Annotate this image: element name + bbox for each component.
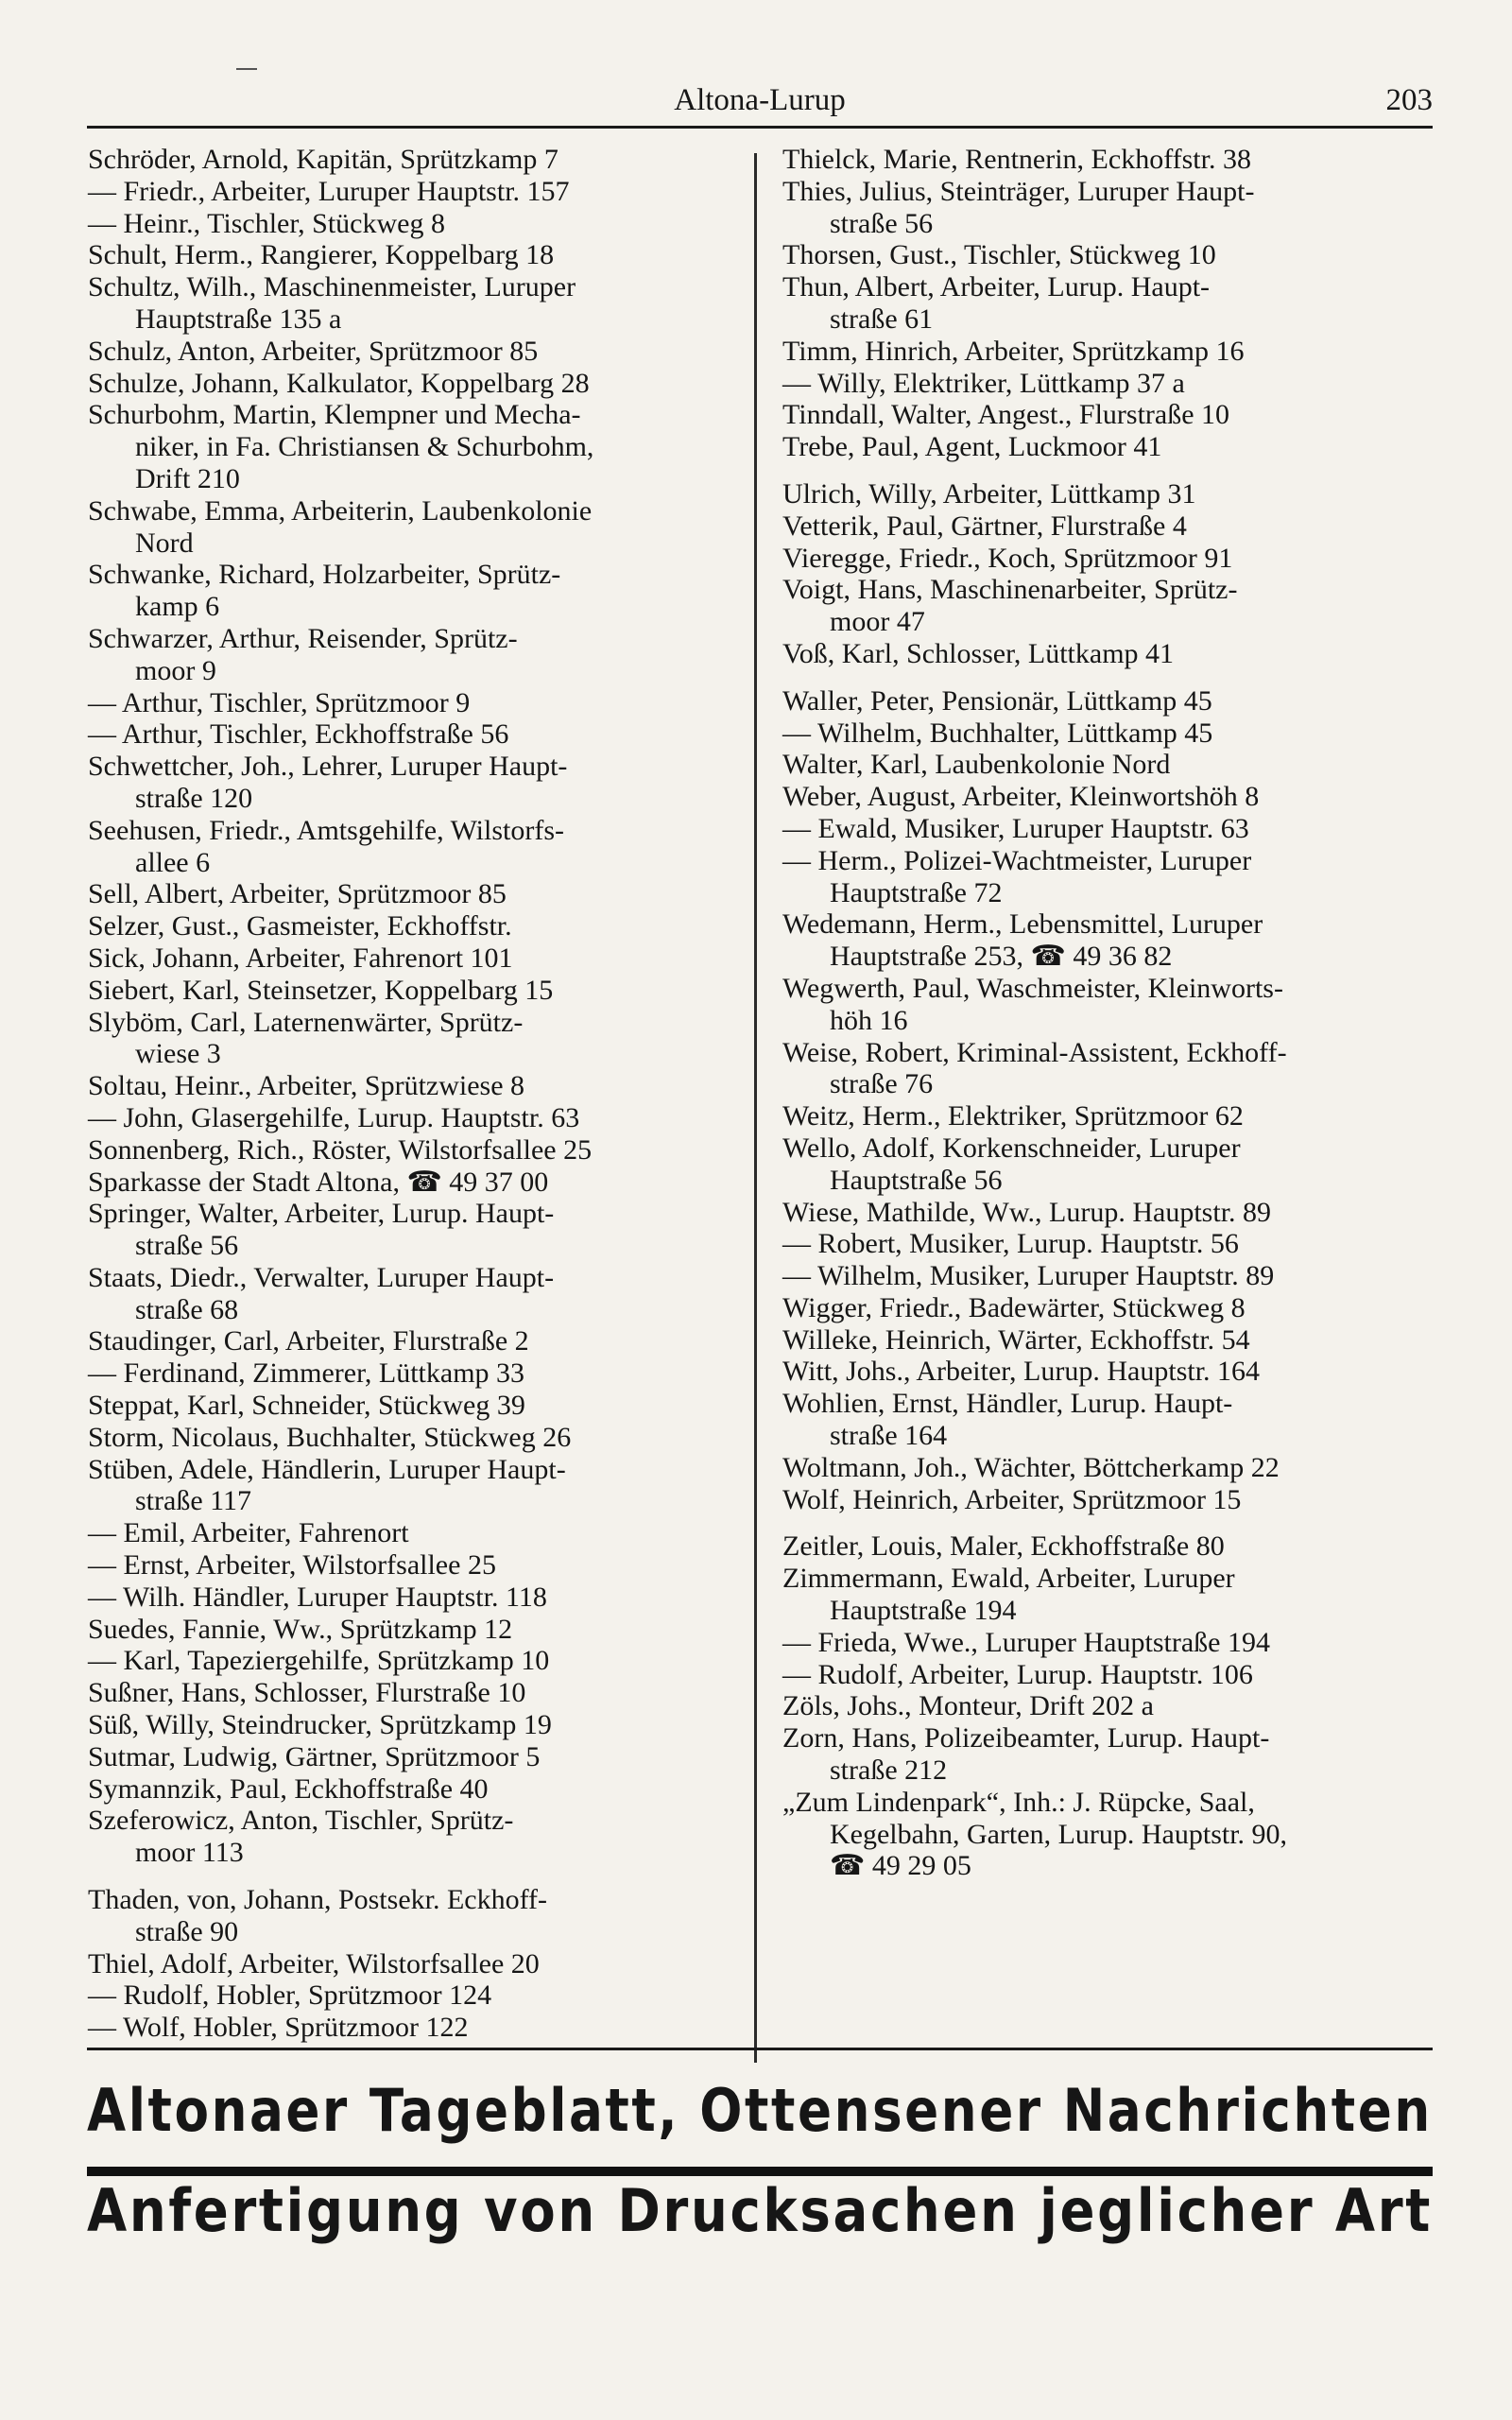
directory-entry: Thorsen, Gust., Tischler, Stückweg 10	[782, 239, 1216, 271]
directory-entry: — John, Glasergehilfe, Lurup. Hauptstr. 63	[88, 1101, 580, 1133]
directory-entry: Thielck, Marie, Rentnerin, Eckhoffstr. 38	[782, 144, 1251, 175]
directory-entry: Sutmar, Ludwig, Gärtner, Sprützmoor 5	[88, 1740, 541, 1772]
directory-entry-continuation: Hauptstraße 72	[830, 876, 1003, 908]
directory-entry: Sell, Albert, Arbeiter, Sprützmoor 85	[88, 878, 507, 910]
directory-entry: Selzer, Gust., Gasmeister, Eckhoffstr.	[88, 910, 512, 942]
directory-entry-continuation: wiese 3	[135, 1038, 221, 1070]
directory-entry-continuation: straße 61	[830, 302, 934, 335]
directory-entry-continuation: Drift 210	[135, 462, 240, 494]
directory-entry-continuation: straße 56	[135, 1230, 239, 1262]
directory-entry: Wigger, Friedr., Badewärter, Stückweg 8	[782, 1291, 1246, 1323]
directory-entry: Stüben, Adele, Händlerin, Luruper Haupt-	[88, 1453, 566, 1485]
directory-entry-continuation: ☎ 49 29 05	[830, 1850, 971, 1882]
directory-entry: Schurbohm, Martin, Klempner und Mecha-	[88, 399, 581, 431]
directory-entry: Zöls, Johs., Monteur, Drift 202 a	[782, 1690, 1154, 1722]
directory-entry: — Arthur, Tischler, Eckhoffstraße 56	[88, 718, 509, 751]
directory-entry: Witt, Johs., Arbeiter, Lurup. Hauptstr. 164	[782, 1356, 1261, 1388]
directory-entry: Schröder, Arnold, Kapitän, Sprützkamp 7	[88, 144, 558, 175]
directory-entry: Wegwerth, Paul, Waschmeister, Kleinworts-	[782, 972, 1283, 1004]
directory-entry: — Wilhelm, Buchhalter, Lüttkamp 45	[782, 717, 1213, 749]
directory-entry-continuation: Nord	[135, 527, 194, 559]
corner-mark	[236, 68, 257, 70]
header-rule	[87, 126, 1433, 129]
page-header	[87, 81, 1433, 121]
directory-entry: Siebert, Karl, Steinsetzer, Koppelbarg 15	[88, 974, 554, 1006]
directory-entry: Suedes, Fannie, Ww., Sprützkamp 12	[88, 1613, 513, 1645]
directory-entry: Springer, Walter, Arbeiter, Lurup. Haupt-	[88, 1198, 555, 1230]
directory-entry: Wiese, Mathilde, Ww., Lurup. Hauptstr. 89	[782, 1196, 1272, 1228]
directory-entry: Waller, Peter, Pensionär, Lüttkamp 45	[782, 684, 1212, 717]
directory-entry: Soltau, Heinr., Arbeiter, Sprützwiese 8	[88, 1070, 525, 1102]
directory-entry: — Arthur, Tischler, Sprützmoor 9	[88, 686, 471, 718]
directory-entry: Weise, Robert, Kriminal-Assistent, Eckhoff-	[782, 1036, 1287, 1068]
page-number: 203	[1385, 83, 1433, 117]
directory-entry-continuation: moor 113	[135, 1837, 244, 1869]
directory-entry-continuation: straße 68	[135, 1293, 239, 1325]
directory-entry: Schulze, Johann, Kalkulator, Koppelbarg 28	[88, 367, 590, 399]
directory-entry: Szeferowicz, Anton, Tischler, Sprütz-	[88, 1805, 514, 1837]
directory-entry: Zimmermann, Ewald, Arbeiter, Luruper	[782, 1563, 1235, 1595]
directory-entry-continuation: straße 117	[135, 1485, 252, 1517]
directory-entry: Willeke, Heinrich, Wärter, Eckhoffstr. 54	[782, 1323, 1250, 1356]
directory-entry: — Friedr., Arbeiter, Luruper Hauptstr. 157	[88, 175, 570, 207]
directory-entry: Staudinger, Carl, Arbeiter, Flurstraße 2	[88, 1325, 529, 1357]
directory-entry: Woltmann, Joh., Wächter, Böttcherkamp 22	[782, 1451, 1280, 1483]
directory-entry-continuation: kamp 6	[135, 591, 220, 623]
directory-entry: Sick, Johann, Arbeiter, Fahrenort 101	[88, 942, 513, 974]
directory-entry: — Wilh. Händler, Luruper Hauptstr. 118	[88, 1581, 547, 1613]
directory-entry: Schwarzer, Arthur, Reisender, Sprütz-	[88, 622, 518, 654]
directory-entry: Vetterik, Paul, Gärtner, Flurstraße 4	[782, 510, 1187, 542]
directory-entry: Weitz, Herm., Elektriker, Sprützmoor 62	[782, 1100, 1244, 1132]
directory-entry: Schwabe, Emma, Arbeiterin, Laubenkolonie	[88, 494, 593, 527]
directory-entry-continuation: Hauptstraße 135 a	[135, 302, 342, 335]
directory-entry: Weber, August, Arbeiter, Kleinwortshöh 8	[782, 781, 1260, 813]
directory-entry-continuation: straße 120	[135, 782, 253, 814]
footer-rule	[87, 2048, 1433, 2050]
directory-entry: Sußner, Hans, Schlosser, Flurstraße 10	[88, 1677, 526, 1709]
directory-entry-continuation: Hauptstraße 56	[830, 1164, 1003, 1196]
advert-banner-line-1: Altonaer Tageblatt, Ottensener Nachrichten	[87, 2076, 1433, 2145]
directory-entry: Steppat, Karl, Schneider, Stückweg 39	[88, 1390, 525, 1422]
directory-entry-continuation: moor 47	[830, 606, 925, 638]
directory-entry: — Willy, Elektriker, Lüttkamp 37 a	[782, 367, 1185, 399]
directory-entry: Schwettcher, Joh., Lehrer, Luruper Haupt-	[88, 751, 568, 783]
directory-entry: — Ernst, Arbeiter, Wilstorfsallee 25	[88, 1549, 496, 1582]
directory-entry-continuation: straße 76	[830, 1068, 934, 1100]
directory-entry: Walter, Karl, Laubenkolonie Nord	[782, 749, 1171, 781]
directory-entry: Vieregge, Friedr., Koch, Sprützmoor 91	[782, 542, 1233, 574]
directory-entry: — Wilhelm, Musiker, Luruper Hauptstr. 89	[782, 1260, 1275, 1292]
directory-entry-continuation: straße 56	[830, 207, 934, 239]
directory-entry: Voigt, Hans, Maschinenarbeiter, Sprütz-	[782, 574, 1238, 606]
directory-entry: Wello, Adolf, Korkenschneider, Luruper	[782, 1132, 1241, 1164]
directory-entry: Sonnenberg, Rich., Röster, Wilstorfsallee 25	[88, 1133, 593, 1166]
directory-entry: — Heinr., Tischler, Stückweg 8	[88, 207, 445, 239]
directory-entry: Thiel, Adolf, Arbeiter, Wilstorfsallee 20	[88, 1947, 540, 1979]
directory-entry: — Wolf, Hobler, Sprützmoor 122	[88, 2012, 469, 2044]
directory-entry: Zorn, Hans, Polizeibeamter, Lurup. Haupt-	[782, 1722, 1270, 1754]
directory-entry: Wolf, Heinrich, Arbeiter, Sprützmoor 15	[782, 1483, 1242, 1515]
directory-entry: — Frieda, Wwe., Luruper Hauptstraße 194	[782, 1626, 1270, 1658]
directory-entry: Schulz, Anton, Arbeiter, Sprützmoor 85	[88, 335, 539, 367]
directory-entry: Zeitler, Louis, Maler, Eckhoffstraße 80	[782, 1530, 1225, 1563]
directory-entry-continuation: straße 212	[830, 1754, 948, 1787]
directory-entry: — Emil, Arbeiter, Fahrenort	[88, 1517, 409, 1549]
directory-entry-continuation: Hauptstraße 194	[830, 1595, 1017, 1627]
directory-entry: Trebe, Paul, Agent, Luckmoor 41	[782, 431, 1162, 463]
directory-entry-continuation: Kegelbahn, Garten, Lurup. Hauptstr. 90,	[830, 1818, 1288, 1850]
directory-entry: — Robert, Musiker, Lurup. Hauptstr. 56	[782, 1228, 1239, 1260]
advert-divider-bar	[87, 2167, 1433, 2176]
directory-entry: Schult, Herm., Rangierer, Koppelbarg 18	[88, 239, 555, 271]
directory-entry: Symannzik, Paul, Eckhoffstraße 40	[88, 1772, 489, 1805]
directory-entry: Schultz, Wilh., Maschinenmeister, Luruper	[88, 271, 576, 303]
directory-entry: — Ewald, Musiker, Luruper Hauptstr. 63	[782, 812, 1249, 844]
directory-entry: — Rudolf, Hobler, Sprützmoor 124	[88, 1979, 492, 2012]
directory-entry: Sparkasse der Stadt Altona, ☎ 49 37 00	[88, 1166, 549, 1198]
directory-entry: — Herm., Polizei-Wachtmeister, Luruper	[782, 844, 1252, 876]
directory-entry: Wedemann, Herm., Lebensmittel, Luruper	[782, 908, 1263, 941]
directory-entry: Thun, Albert, Arbeiter, Lurup. Haupt-	[782, 271, 1211, 303]
directory-entry: Schwanke, Richard, Holzarbeiter, Sprütz-	[88, 559, 561, 591]
directory-entry: Thies, Julius, Steinträger, Luruper Haupt-	[782, 175, 1255, 207]
directory-entry-continuation: allee 6	[135, 846, 211, 878]
directory-entry-continuation: moor 9	[135, 654, 216, 686]
directory-entry-continuation: höh 16	[830, 1004, 908, 1036]
directory-entry: Wohlien, Ernst, Händler, Lurup. Haupt-	[782, 1388, 1233, 1420]
directory-entry: Voß, Karl, Schlosser, Lüttkamp 41	[782, 637, 1175, 669]
directory-entry: Ulrich, Willy, Arbeiter, Lüttkamp 31	[782, 477, 1196, 510]
directory-entry: Seehusen, Friedr., Amtsgehilfe, Wilstorfs-	[88, 814, 565, 846]
directory-entry: Tinndall, Walter, Angest., Flurstraße 10	[782, 399, 1230, 431]
column-divider	[754, 153, 757, 2063]
directory-entry: Storm, Nicolaus, Buchhalter, Stückweg 26	[88, 1421, 572, 1453]
directory-entry: — Karl, Tapeziergehilfe, Sprützkamp 10	[88, 1645, 550, 1677]
directory-entry: Staats, Diedr., Verwalter, Luruper Haupt-	[88, 1261, 555, 1293]
directory-entry: Thaden, von, Johann, Postsekr. Eckhoff-	[88, 1884, 548, 1916]
left-column	[88, 144, 738, 2044]
directory-entry: — Rudolf, Arbeiter, Lurup. Hauptstr. 106	[782, 1658, 1253, 1690]
directory-entry-continuation: straße 90	[135, 1915, 239, 1947]
directory-entry: „Zum Lindenpark“, Inh.: J. Rüpcke, Saal,	[782, 1786, 1255, 1818]
right-column	[782, 144, 1435, 1882]
running-title: Altona-Lurup	[674, 83, 846, 117]
directory-entry: Timm, Hinrich, Arbeiter, Sprützkamp 16	[782, 335, 1245, 367]
directory-entry-continuation: niker, in Fa. Christiansen & Schurbohm,	[135, 431, 594, 463]
directory-entry-continuation: Hauptstraße 253, ☎ 49 36 82	[830, 941, 1173, 973]
advert-banner-line-2: Anfertigung von Drucksachen jeglicher Art	[87, 2176, 1434, 2245]
directory-entry: Slyböm, Carl, Laternenwärter, Sprütz-	[88, 1006, 524, 1038]
directory-entry: — Ferdinand, Zimmerer, Lüttkamp 33	[88, 1357, 525, 1390]
directory-entry-continuation: straße 164	[830, 1420, 948, 1452]
directory-entry: Süß, Willy, Steindrucker, Sprützkamp 19	[88, 1709, 552, 1741]
